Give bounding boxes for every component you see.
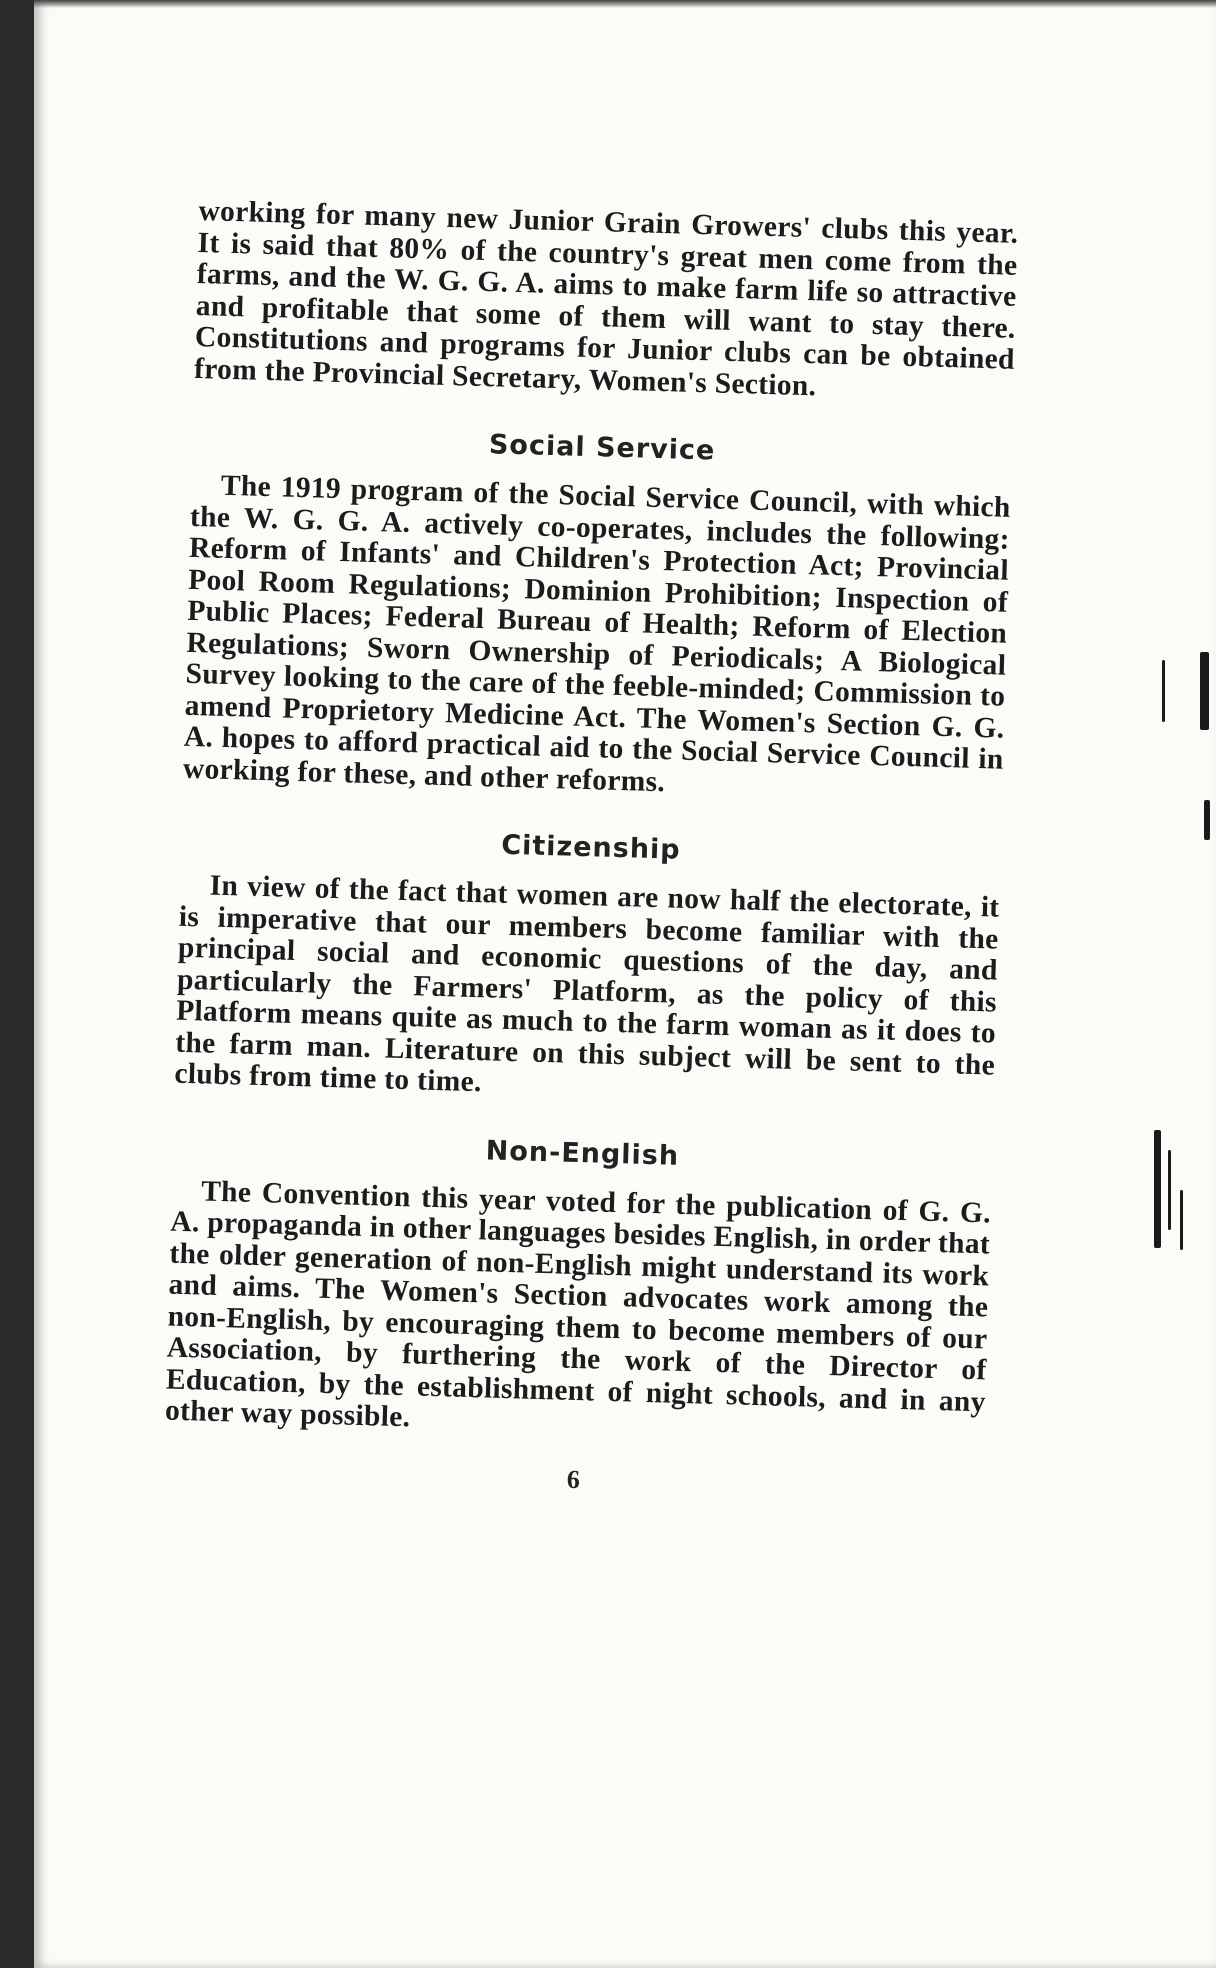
scan-mark bbox=[1168, 1150, 1171, 1230]
scan-mark bbox=[1204, 800, 1210, 840]
page-top-edge bbox=[34, 0, 1216, 8]
section-heading-non-english: Non-English bbox=[485, 1134, 680, 1172]
intro-paragraph: working for many new Junior Grain Growers' clubs this year. It is said that 80% of the country's great men come from the farms, and the W. G. G. A. aims to make farm life so attractive and profitable that some of them will want to stay there. Constitutions and programs for Junior clubs can be obtained from the Provincial Secretary, Women's Section. bbox=[193, 195, 1019, 402]
section-body-non-english: The Convention this year voted for the publication of G. G. A. propaganda in other languages besides English, in order that the older generation of non-English might understand its work and aims. The Women's Section advocates work among the non-English, by encouraging them to become members of our Association, by furthering the work of the Director of Education, by the establishment of night schools, and in any other way possible. bbox=[164, 1174, 992, 1434]
scan-mark bbox=[1162, 660, 1165, 722]
section-body-social-service: The 1919 program of the Social Service Council, with which the W. G. G. A. actively co-operates, includes the following: Reform of Infants' and Children's Protection Act; Provincial Pool Room Regulations; Dominion Prohibition; Inspection of Public Places; Federal Bureau of Health; Reform of Election Regulations; Sworn Ownership of Periodicals; A Biological Survey looking to the care of the feeble-minded; Commission to amend Proprietory Medicine Act. The Women's Section G. G. A. hopes to afford practical aid to the Social Service Council in working for these, and other reforms. bbox=[182, 469, 1012, 798]
section-heading-social-service: Social Service bbox=[488, 429, 716, 467]
section-body-citizenship: In view of the fact that women are now half the electorate, it is imperative that our members become familiar with the principal social and economic questions of the day, and particularly the Farmers' Platform, as the policy of this Platform means quite as much to the farm woman as it does to the farm man. Literature on this subject will be sent to the clubs from time to time. bbox=[174, 869, 1000, 1099]
scan-mark bbox=[1200, 652, 1209, 730]
scan-mark bbox=[1154, 1130, 1161, 1248]
section-heading-citizenship: Citizenship bbox=[500, 829, 682, 866]
document-page bbox=[34, 0, 1216, 1968]
scan-mark bbox=[1180, 1190, 1183, 1250]
text-column bbox=[163, 196, 1019, 1506]
page-number: 6 bbox=[566, 1464, 581, 1494]
